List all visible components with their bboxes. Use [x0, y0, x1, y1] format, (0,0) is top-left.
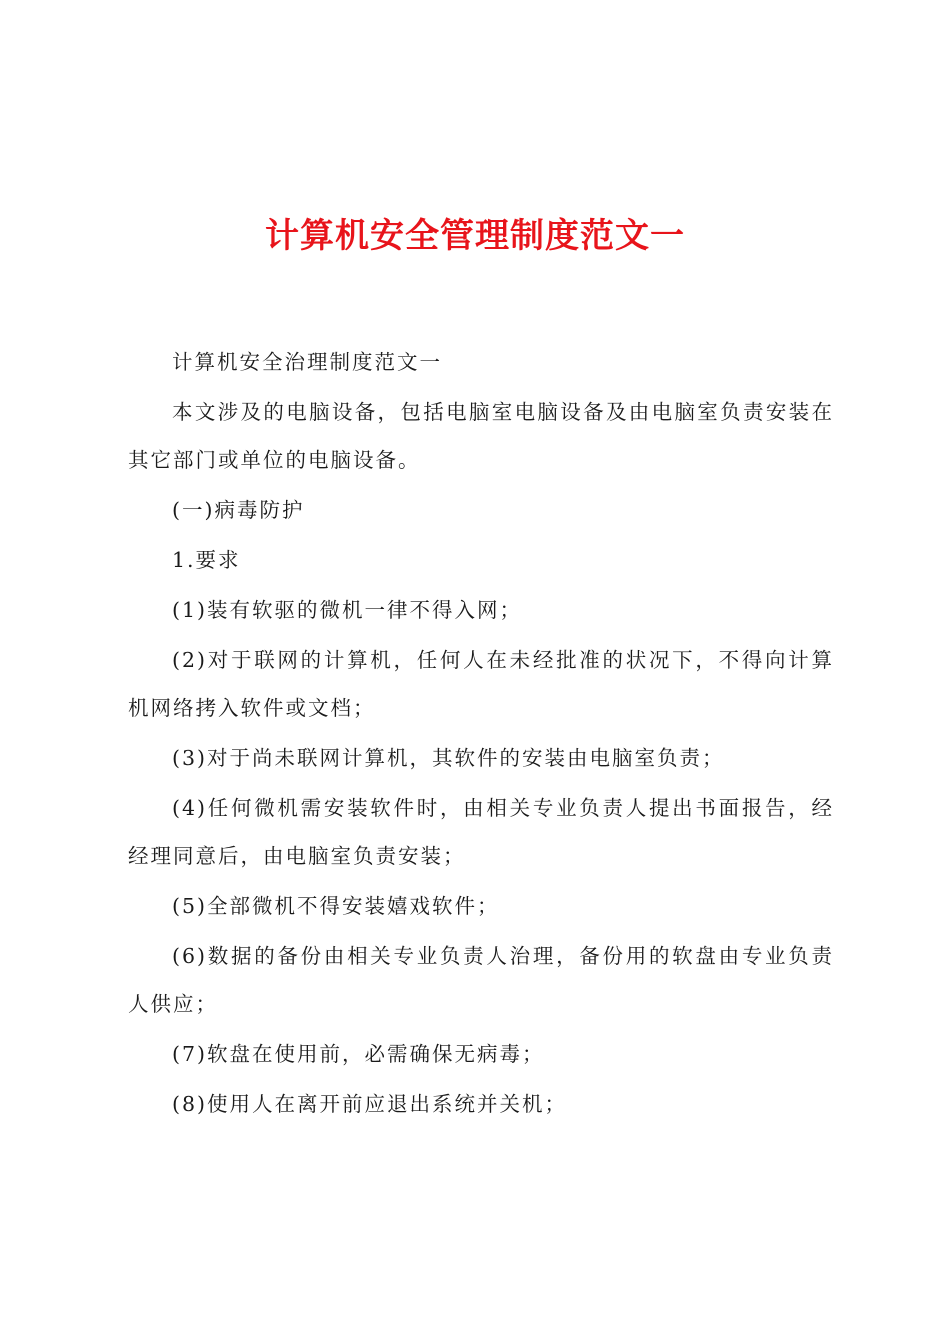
- list-item: (8)使用人在离开前应退出系统并关机；: [172, 1092, 568, 1116]
- list-item: (1)装有软驱的微机一律不得入网；: [172, 598, 523, 622]
- list-item: (7)软盘在使用前，必需确保无病毒；: [172, 1042, 545, 1066]
- list-item: (4)任何微机需安装软件时，由相关专业负责人提出书面报告，经经理同意后，由电脑室负责安装；: [128, 796, 834, 868]
- list-item: (2)对于联网的计算机，任何人在未经批准的状况下，不得向计算机网络拷入软件或文档；: [128, 648, 834, 720]
- section-heading-virus-protection: (一)病毒防护: [172, 498, 305, 522]
- list-item: (5)全部微机不得安装嬉戏软件；: [172, 894, 500, 918]
- subsection-heading-requirements: 1.要求: [172, 548, 241, 572]
- paragraph-subtitle: 计算机安全治理制度范文一: [172, 350, 442, 374]
- list-item: (3)对于尚未联网计算机，其软件的安装由电脑室负责；: [172, 746, 725, 770]
- document-body: [128, 338, 834, 1130]
- list-item: (6)数据的备份由相关专业负责人治理，备份用的软盘由专业负责人供应；: [128, 944, 834, 1016]
- document-title: 计算机安全管理制度范文一: [265, 216, 685, 256]
- paragraph-scope: 本文涉及的电脑设备，包括电脑室电脑设备及由电脑室负责安装在其它部门或单位的电脑设备。: [128, 400, 834, 472]
